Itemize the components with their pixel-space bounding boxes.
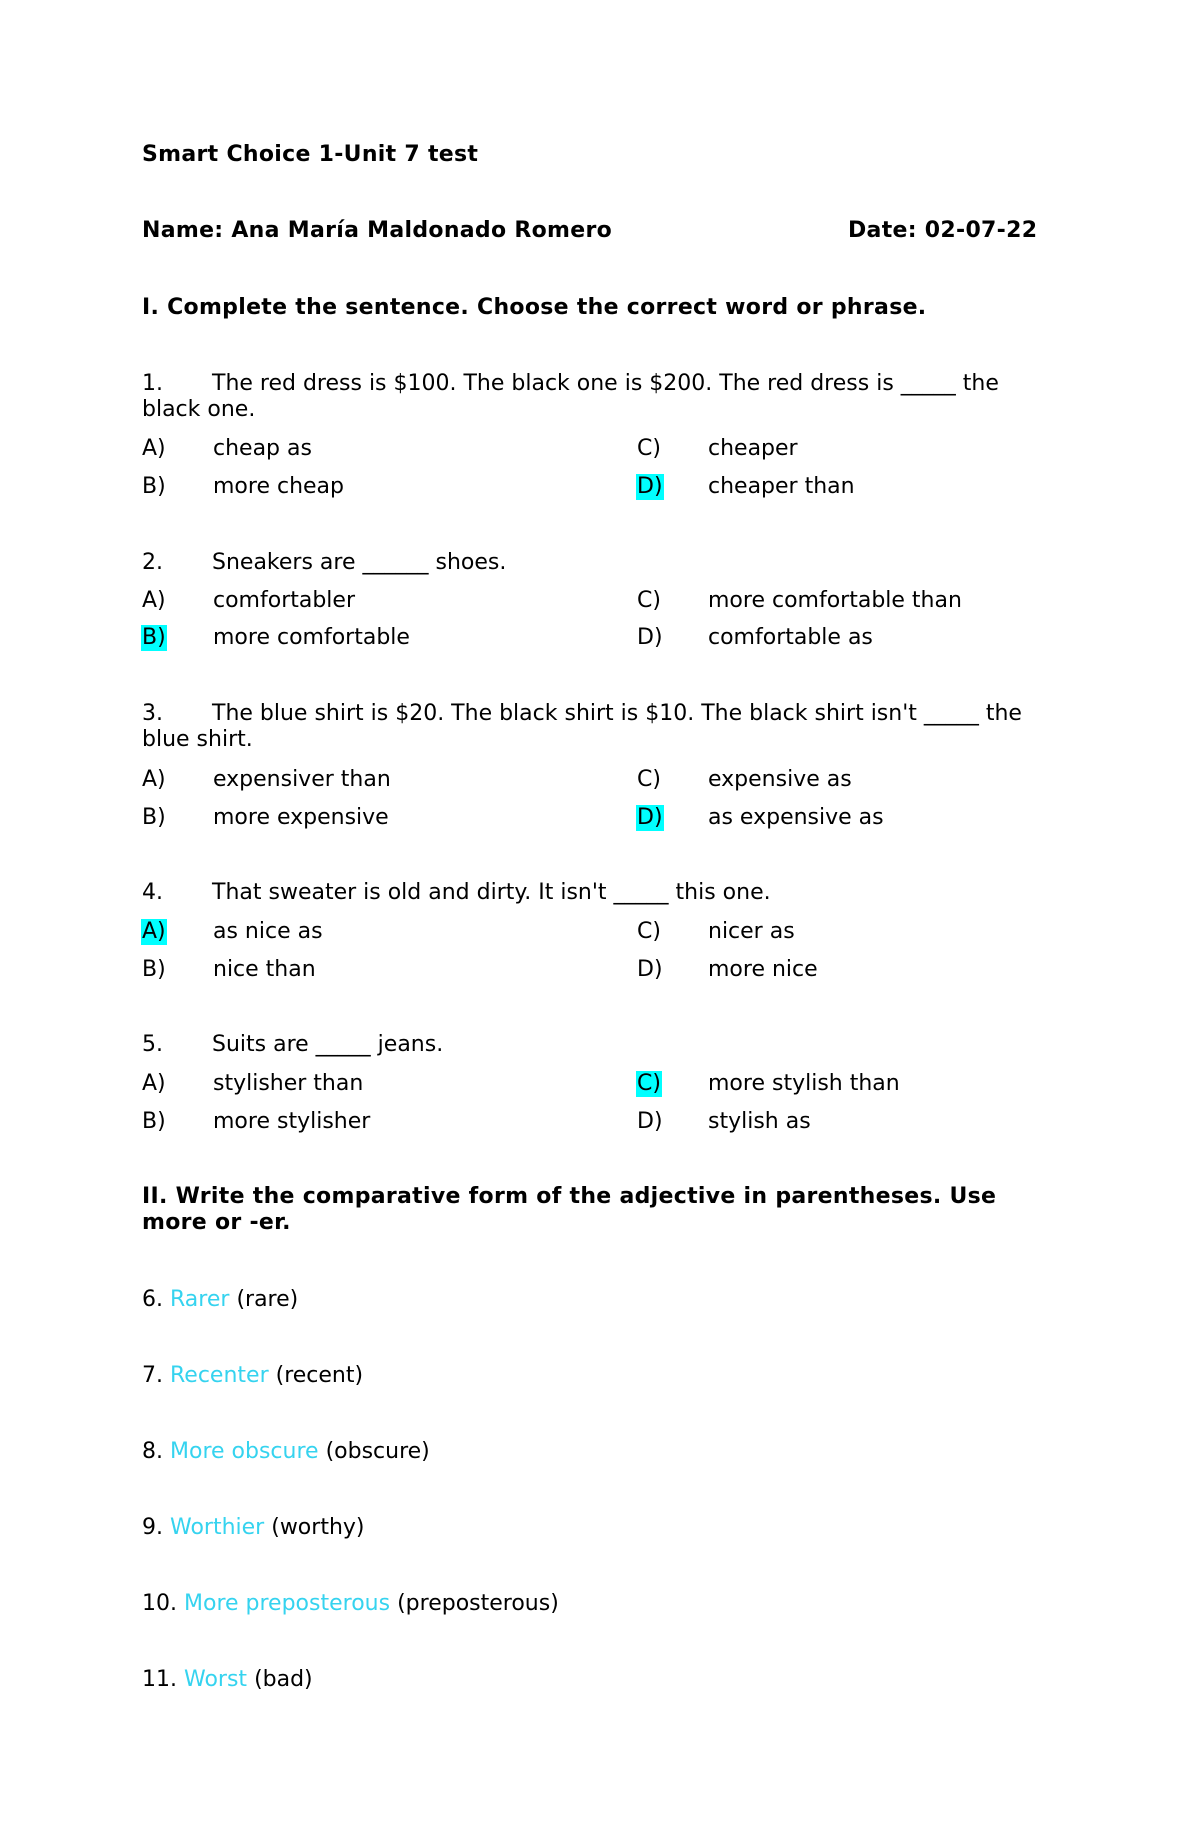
option-letter[interactable]: C): [637, 919, 661, 944]
question-text: That sweater is old and dirty. It isn't _____ this one.: [212, 880, 771, 905]
option-text[interactable]: comfortabler: [213, 588, 356, 613]
answer-text[interactable]: More obscure: [170, 1439, 319, 1464]
option-letter[interactable]: A): [142, 767, 166, 792]
option-text[interactable]: more comfortable than: [708, 588, 962, 613]
option-text[interactable]: stylish as: [708, 1109, 811, 1134]
option-letter[interactable]: A): [142, 436, 166, 461]
answer-text[interactable]: Worthier: [170, 1515, 265, 1540]
option-text[interactable]: more expensive: [213, 805, 389, 830]
option-letter[interactable]: C): [637, 767, 661, 792]
option-letter[interactable]: B): [142, 1109, 166, 1134]
question-text: Sneakers are ______ shoes.: [212, 550, 507, 575]
option-text[interactable]: stylisher than: [213, 1071, 364, 1096]
student-name: Name: Ana María Maldonado Romero: [142, 218, 613, 243]
question-number: 4.: [142, 880, 163, 905]
option-letter[interactable]: C): [637, 588, 661, 613]
item-prompt: (worthy): [271, 1515, 365, 1540]
question-number: 5.: [142, 1032, 163, 1057]
option-text[interactable]: as nice as: [213, 919, 323, 944]
answer-text[interactable]: Rarer: [170, 1287, 230, 1312]
question-3: [142, 701, 1062, 753]
option-text[interactable]: more stylish than: [708, 1071, 900, 1096]
answer-text[interactable]: More preposterous: [184, 1591, 391, 1616]
fill-item-9: [142, 1515, 365, 1541]
option-text[interactable]: more nice: [708, 957, 818, 982]
question-5: [142, 1032, 1062, 1058]
question-1: [142, 371, 1062, 423]
question-2: [142, 550, 1062, 576]
option-text[interactable]: cheap as: [213, 436, 312, 461]
option-letter[interactable]: C): [637, 436, 661, 461]
question-text: Suits are _____ jeans.: [212, 1032, 444, 1057]
section-1-heading: I. Complete the sentence. Choose the correct word or phrase.: [142, 295, 927, 320]
fill-item-10: [142, 1591, 559, 1617]
option-letter[interactable]: B): [142, 957, 166, 982]
option-text[interactable]: more cheap: [213, 474, 345, 499]
test-date: Date: 02-07-22: [848, 218, 1038, 243]
option-text[interactable]: cheaper: [708, 436, 798, 461]
question-number: 3.: [142, 701, 163, 726]
option-text[interactable]: comfortable as: [708, 625, 873, 650]
item-prompt: (recent): [275, 1363, 364, 1388]
item-prompt: (rare): [236, 1287, 299, 1312]
answer-text[interactable]: Worst: [184, 1667, 248, 1692]
option-text[interactable]: as expensive as: [708, 805, 884, 830]
item-number: 9.: [142, 1515, 163, 1540]
test-title: Smart Choice 1-Unit 7 test: [142, 142, 479, 167]
item-prompt: (bad): [254, 1667, 313, 1692]
option-letter[interactable]: D): [637, 625, 663, 650]
option-letter[interactable]: B): [142, 474, 166, 499]
question-4: [142, 880, 1062, 906]
question-text: The blue shirt is $20. The black shirt is $10. The black shirt isn't _____ the blue shirt.: [142, 701, 1022, 752]
selected-option-letter[interactable]: D): [637, 474, 663, 499]
item-prompt: (obscure): [325, 1439, 430, 1464]
fill-item-6: [142, 1287, 298, 1313]
option-text[interactable]: more stylisher: [213, 1109, 371, 1134]
fill-item-11: [142, 1667, 313, 1693]
option-text[interactable]: nice than: [213, 957, 316, 982]
option-letter[interactable]: D): [637, 957, 663, 982]
answer-text[interactable]: Recenter: [170, 1363, 269, 1388]
selected-option-letter[interactable]: C): [637, 1071, 661, 1096]
selected-option-letter[interactable]: D): [637, 805, 663, 830]
item-number: 6.: [142, 1287, 163, 1312]
item-number: 10.: [142, 1591, 177, 1616]
item-number: 11.: [142, 1667, 177, 1692]
option-letter[interactable]: D): [637, 1109, 663, 1134]
item-prompt: (preposterous): [397, 1591, 559, 1616]
option-text[interactable]: cheaper than: [708, 474, 855, 499]
fill-item-8: [142, 1439, 430, 1465]
option-text[interactable]: expensiver than: [213, 767, 391, 792]
option-letter[interactable]: B): [142, 805, 166, 830]
option-text[interactable]: nicer as: [708, 919, 795, 944]
option-letter[interactable]: A): [142, 1071, 166, 1096]
question-number: 1.: [142, 371, 163, 396]
option-letter[interactable]: A): [142, 588, 166, 613]
item-number: 8.: [142, 1439, 163, 1464]
option-text[interactable]: more comfortable: [213, 625, 410, 650]
question-number: 2.: [142, 550, 163, 575]
selected-option-letter[interactable]: B): [142, 625, 166, 650]
question-text: The red dress is $100. The black one is $200. The red dress is _____ the black one.: [142, 371, 999, 422]
option-text[interactable]: expensive as: [708, 767, 852, 792]
selected-option-letter[interactable]: A): [142, 919, 166, 944]
fill-item-7: [142, 1363, 363, 1389]
item-number: 7.: [142, 1363, 163, 1388]
section-2-heading: II. Write the comparative form of the adjective in parentheses. Use more or -er.: [142, 1184, 997, 1235]
